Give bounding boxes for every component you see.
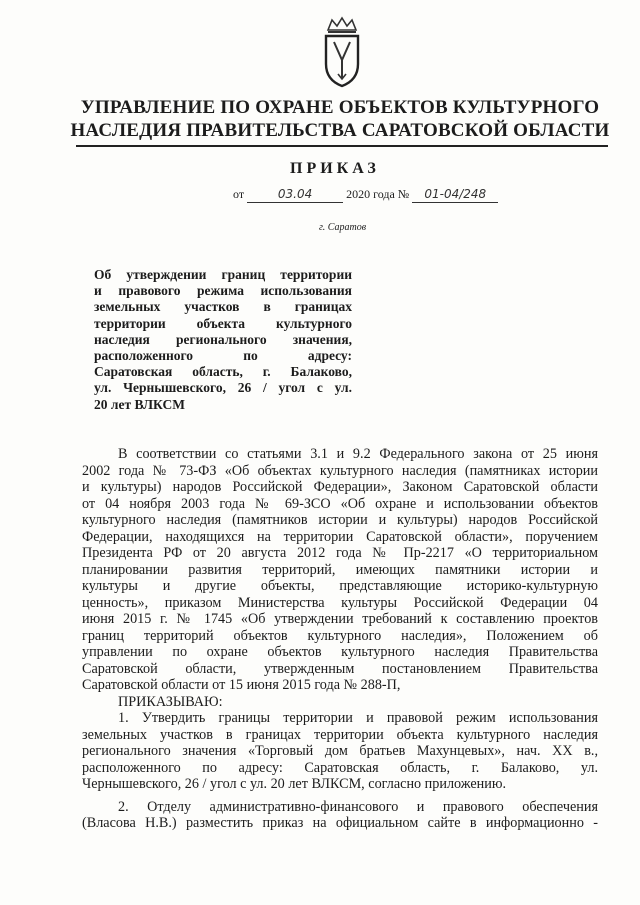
organization-name: [60, 96, 620, 142]
preamble-line: 2002 года № 73-ФЗ «Об объектах культурного наследия (памятниках истории: [82, 462, 598, 479]
preamble-line: культурного наследия (памятников истории и культуры) народов Российской: [82, 512, 598, 528]
order-body: [82, 446, 598, 832]
preamble-line: Президента РФ от 20 августа 2012 года № Пр-2217 «О территориальном: [82, 545, 598, 561]
item-2-line: 2. Отделу административно-финансового и правового обеспечения: [118, 798, 598, 815]
subject-line: наследия регионального значения,: [94, 331, 352, 347]
preamble-line: от 04 ноября 2003 года № 69-ЗСО «Об охране и использовании объектов: [82, 495, 598, 512]
org-line-2: НАСЛЕДИЯ ПРАВИТЕЛЬСТВА САРАТОВСКОЙ ОБЛАСТИ: [70, 120, 610, 141]
subject-line: Об утверждении границ территории: [94, 267, 352, 282]
preamble-line: Федерации, находящихся на территории Саратовской области», поручением: [82, 528, 598, 545]
subject-line: расположенного по адресу:: [94, 348, 352, 364]
preamble-line: Саратовской области, утвержденным постановлением Правительства: [82, 660, 598, 677]
item-1-line: регионального значения «Торговый дом братьев Махунцевых», нач. XX в.,: [82, 743, 598, 759]
subject-line: земельных участков в границах: [94, 299, 352, 315]
document-title: ПРИКАЗ: [290, 160, 380, 177]
preamble-line: июня 2015 г. № 1745 «Об утверждении требований к составлению проектов: [82, 611, 598, 627]
order-date-number: [233, 187, 498, 203]
order-directive: ПРИКАЗЫВАЮ:: [118, 693, 223, 710]
preamble-line: границ территорий объектов культурного наследия», Положением об: [82, 627, 598, 644]
subject-line: Саратовская область, г. Балаково,: [94, 364, 352, 380]
item-2-line: (Власова Н.В.) разместить приказ на официальном сайте в информационно -: [82, 815, 598, 831]
subject-line: ул. Чернышевского, 26 / угол с ул.: [94, 380, 352, 396]
coat-of-arms-icon: [320, 16, 364, 88]
number-field: [412, 187, 498, 203]
date-field: [247, 187, 343, 203]
handwritten-number: 01-04/248: [424, 187, 487, 201]
org-line-1: УПРАВЛЕНИЕ ПО ОХРАНЕ ОБЪЕКТОВ КУЛЬТУРНОГО: [80, 97, 600, 118]
city: г. Саратов: [319, 222, 367, 233]
item-1-line: Чернышевского, 26 / угол с ул. 20 лет ВЛКСМ, согласно приложению.: [82, 776, 507, 792]
date-year: 2020 года №: [346, 187, 410, 201]
preamble-line: культуры и другие объекты, представляющие историко-культурную: [82, 578, 598, 594]
subject-line: и правового режима использования: [94, 283, 352, 299]
header-divider: [76, 145, 608, 147]
date-prefix: от: [233, 187, 245, 201]
preamble-line: планировании развития территорий, имеющих памятники истории и: [82, 561, 598, 578]
preamble-line: В соответствии со статьями 3.1 и 9.2 Федерального закона от 25 июня: [118, 446, 598, 462]
preamble-line: управлении по охране объектов культурного наследия Правительства: [82, 644, 598, 660]
order-subject: [94, 267, 352, 413]
preamble-line: и культуры) народов Российской Федерации», Законом Саратовской области: [82, 479, 598, 495]
subject-line: 20 лет ВЛКСМ: [94, 396, 185, 412]
handwritten-date: 03.04: [277, 187, 313, 201]
preamble-line: Саратовской области от 15 июня 2015 года № 288-П,: [82, 677, 401, 693]
item-1-line: расположенного по адресу: Саратовская область, г. Балаково, ул.: [82, 759, 598, 776]
preamble-line: ценность», приказом Министерства культуры Российской Федерации 04: [82, 594, 598, 611]
item-1-line: земельных участков в границах территории объекта культурного наследия: [82, 726, 598, 743]
subject-line: территории объекта культурного: [94, 315, 352, 331]
item-1-line: 1. Утвердить границы территории и правовой режим использования: [118, 710, 598, 726]
